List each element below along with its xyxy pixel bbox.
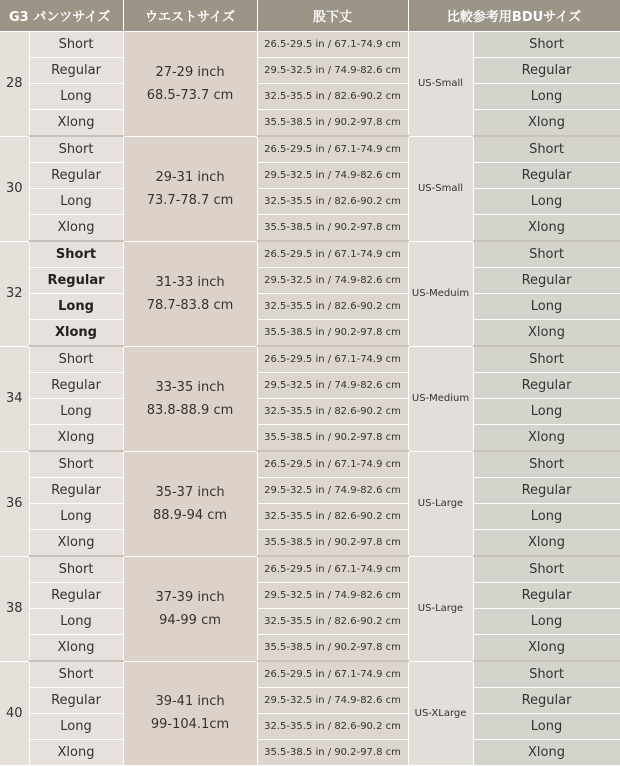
inseam-range: 32.5-35.5 in / 82.6-90.2 cm <box>257 504 408 530</box>
bdu-size: US-Meduim <box>408 241 473 346</box>
table-row <box>0 504 620 530</box>
table-row <box>0 635 620 662</box>
bdu-length-label: Short <box>473 451 620 478</box>
table-row <box>0 163 620 189</box>
inseam-range: 26.5-29.5 in / 67.1-74.9 cm <box>257 661 408 688</box>
length-label: Long <box>29 714 123 740</box>
inseam-range: 32.5-35.5 in / 82.6-90.2 cm <box>257 189 408 215</box>
inseam-range: 26.5-29.5 in / 67.1-74.9 cm <box>257 556 408 583</box>
length-label: Long <box>29 609 123 635</box>
table-row <box>0 399 620 425</box>
waist-size-cell <box>123 661 257 766</box>
bdu-length-label: Long <box>473 189 620 215</box>
bdu-length-label: Xlong <box>473 530 620 557</box>
bdu-length-label: Xlong <box>473 320 620 347</box>
bdu-length-label: Xlong <box>473 635 620 662</box>
table-row <box>0 215 620 242</box>
table-row <box>0 740 620 766</box>
inseam-range: 29.5-32.5 in / 74.9-82.6 cm <box>257 268 408 294</box>
inseam-range: 32.5-35.5 in / 82.6-90.2 cm <box>257 294 408 320</box>
waist-size-cell <box>123 136 257 241</box>
table-row <box>0 294 620 320</box>
pants-size-number: 34 <box>0 346 29 451</box>
waist-size-cell <box>123 241 257 346</box>
length-label: Long <box>29 399 123 425</box>
bdu-length-label: Short <box>473 32 620 58</box>
bdu-size: US-XLarge <box>408 661 473 766</box>
table-row <box>0 58 620 84</box>
length-label: Short <box>29 661 123 688</box>
length-label: Xlong <box>29 530 123 557</box>
bdu-length-label: Regular <box>473 268 620 294</box>
length-label: Regular <box>29 478 123 504</box>
bdu-length-label: Xlong <box>473 740 620 766</box>
inseam-range: 35.5-38.5 in / 90.2-97.8 cm <box>257 110 408 137</box>
bdu-length-label: Short <box>473 346 620 373</box>
table-row <box>0 32 620 58</box>
waist-size-cell <box>123 451 257 556</box>
waist-inch: 33-35 inch <box>155 379 225 395</box>
waist-inch: 31-33 inch <box>155 274 225 290</box>
length-label: Regular <box>29 268 123 294</box>
inseam-range: 32.5-35.5 in / 82.6-90.2 cm <box>257 714 408 740</box>
inseam-range: 35.5-38.5 in / 90.2-97.8 cm <box>257 635 408 662</box>
inseam-range: 35.5-38.5 in / 90.2-97.8 cm <box>257 425 408 452</box>
inseam-range: 26.5-29.5 in / 67.1-74.9 cm <box>257 241 408 268</box>
inseam-range: 29.5-32.5 in / 74.9-82.6 cm <box>257 478 408 504</box>
length-label: Regular <box>29 583 123 609</box>
pants-size-number: 32 <box>0 241 29 346</box>
bdu-length-label: Long <box>473 504 620 530</box>
bdu-length-label: Long <box>473 399 620 425</box>
table-row <box>0 478 620 504</box>
table-row <box>0 425 620 452</box>
inseam-range: 35.5-38.5 in / 90.2-97.8 cm <box>257 320 408 347</box>
length-label: Xlong <box>29 740 123 766</box>
table-row <box>0 451 620 478</box>
length-label: Long <box>29 504 123 530</box>
bdu-size: US-Medium <box>408 346 473 451</box>
bdu-length-label: Short <box>473 136 620 163</box>
length-label: Long <box>29 294 123 320</box>
table-row <box>0 661 620 688</box>
pants-size-number: 36 <box>0 451 29 556</box>
table-row <box>0 556 620 583</box>
length-label: Short <box>29 451 123 478</box>
inseam-range: 29.5-32.5 in / 74.9-82.6 cm <box>257 163 408 189</box>
inseam-range: 26.5-29.5 in / 67.1-74.9 cm <box>257 346 408 373</box>
table-row <box>0 320 620 347</box>
inseam-range: 35.5-38.5 in / 90.2-97.8 cm <box>257 740 408 766</box>
inseam-range: 32.5-35.5 in / 82.6-90.2 cm <box>257 609 408 635</box>
bdu-size: US-Small <box>408 136 473 241</box>
length-label: Short <box>29 346 123 373</box>
inseam-range: 29.5-32.5 in / 74.9-82.6 cm <box>257 583 408 609</box>
table-row <box>0 189 620 215</box>
length-label: Xlong <box>29 635 123 662</box>
header-row <box>0 0 620 32</box>
bdu-length-label: Regular <box>473 688 620 714</box>
waist-size-cell <box>123 346 257 451</box>
pants-size-number: 28 <box>0 32 29 137</box>
waist-cm: 83.8-88.9 cm <box>146 402 234 418</box>
waist-cm: 94-99 cm <box>159 612 221 628</box>
bdu-length-label: Regular <box>473 58 620 84</box>
inseam-range: 32.5-35.5 in / 82.6-90.2 cm <box>257 84 408 110</box>
table-row <box>0 714 620 740</box>
inseam-range: 26.5-29.5 in / 67.1-74.9 cm <box>257 451 408 478</box>
length-label: Regular <box>29 688 123 714</box>
bdu-length-label: Regular <box>473 163 620 189</box>
header-inseam: 股下丈 <box>257 0 408 32</box>
waist-cm: 73.7-78.7 cm <box>146 192 234 208</box>
inseam-range: 35.5-38.5 in / 90.2-97.8 cm <box>257 530 408 557</box>
inseam-range: 26.5-29.5 in / 67.1-74.9 cm <box>257 32 408 58</box>
table-row <box>0 346 620 373</box>
waist-inch: 35-37 inch <box>155 484 225 500</box>
bdu-size: US-Small <box>408 32 473 137</box>
bdu-length-label: Xlong <box>473 215 620 242</box>
length-label: Regular <box>29 58 123 84</box>
bdu-length-label: Short <box>473 661 620 688</box>
bdu-length-label: Regular <box>473 583 620 609</box>
length-label: Long <box>29 84 123 110</box>
table-row <box>0 373 620 399</box>
length-label: Short <box>29 241 123 268</box>
waist-inch: 37-39 inch <box>155 589 225 605</box>
length-label: Xlong <box>29 110 123 137</box>
inseam-range: 35.5-38.5 in / 90.2-97.8 cm <box>257 215 408 242</box>
inseam-range: 29.5-32.5 in / 74.9-82.6 cm <box>257 688 408 714</box>
bdu-length-label: Regular <box>473 373 620 399</box>
table-row <box>0 136 620 163</box>
waist-size-cell <box>123 556 257 661</box>
length-label: Short <box>29 136 123 163</box>
waist-size-cell <box>123 32 257 137</box>
table-row <box>0 268 620 294</box>
waist-cm: 88.9-94 cm <box>152 507 228 523</box>
table-row <box>0 241 620 268</box>
bdu-length-label: Long <box>473 609 620 635</box>
length-label: Xlong <box>29 215 123 242</box>
bdu-length-label: Short <box>473 556 620 583</box>
bdu-length-label: Regular <box>473 478 620 504</box>
length-label: Regular <box>29 163 123 189</box>
table-row <box>0 583 620 609</box>
length-label: Regular <box>29 373 123 399</box>
pants-size-number: 40 <box>0 661 29 766</box>
bdu-length-label: Short <box>473 241 620 268</box>
length-label: Long <box>29 189 123 215</box>
inseam-range: 29.5-32.5 in / 74.9-82.6 cm <box>257 373 408 399</box>
waist-inch: 27-29 inch <box>155 64 225 80</box>
table-row <box>0 688 620 714</box>
header-waist: ウエストサイズ <box>123 0 257 32</box>
header-bdu: 比較参考用BDUサイズ <box>408 0 620 32</box>
bdu-size: US-Large <box>408 556 473 661</box>
inseam-range: 29.5-32.5 in / 74.9-82.6 cm <box>257 58 408 84</box>
pants-size-number: 30 <box>0 136 29 241</box>
length-label: Short <box>29 556 123 583</box>
length-label: Xlong <box>29 425 123 452</box>
length-label: Short <box>29 32 123 58</box>
pants-size-number: 38 <box>0 556 29 661</box>
header-size: G3 パンツサイズ <box>0 0 123 32</box>
bdu-length-label: Xlong <box>473 425 620 452</box>
waist-cm: 78.7-83.8 cm <box>146 297 234 313</box>
bdu-length-label: Long <box>473 84 620 110</box>
table-row <box>0 609 620 635</box>
table-row <box>0 84 620 110</box>
inseam-range: 26.5-29.5 in / 67.1-74.9 cm <box>257 136 408 163</box>
bdu-length-label: Xlong <box>473 110 620 137</box>
waist-inch: 39-41 inch <box>155 694 225 710</box>
waist-cm: 99-104.1cm <box>150 717 230 733</box>
inseam-range: 32.5-35.5 in / 82.6-90.2 cm <box>257 399 408 425</box>
bdu-length-label: Long <box>473 294 620 320</box>
bdu-size: US-Large <box>408 451 473 556</box>
size-chart-body <box>0 32 620 766</box>
table-row <box>0 110 620 137</box>
waist-inch: 29-31 inch <box>155 169 225 185</box>
table-row <box>0 530 620 557</box>
length-label: Xlong <box>29 320 123 347</box>
bdu-length-label: Long <box>473 714 620 740</box>
waist-cm: 68.5-73.7 cm <box>146 87 234 103</box>
